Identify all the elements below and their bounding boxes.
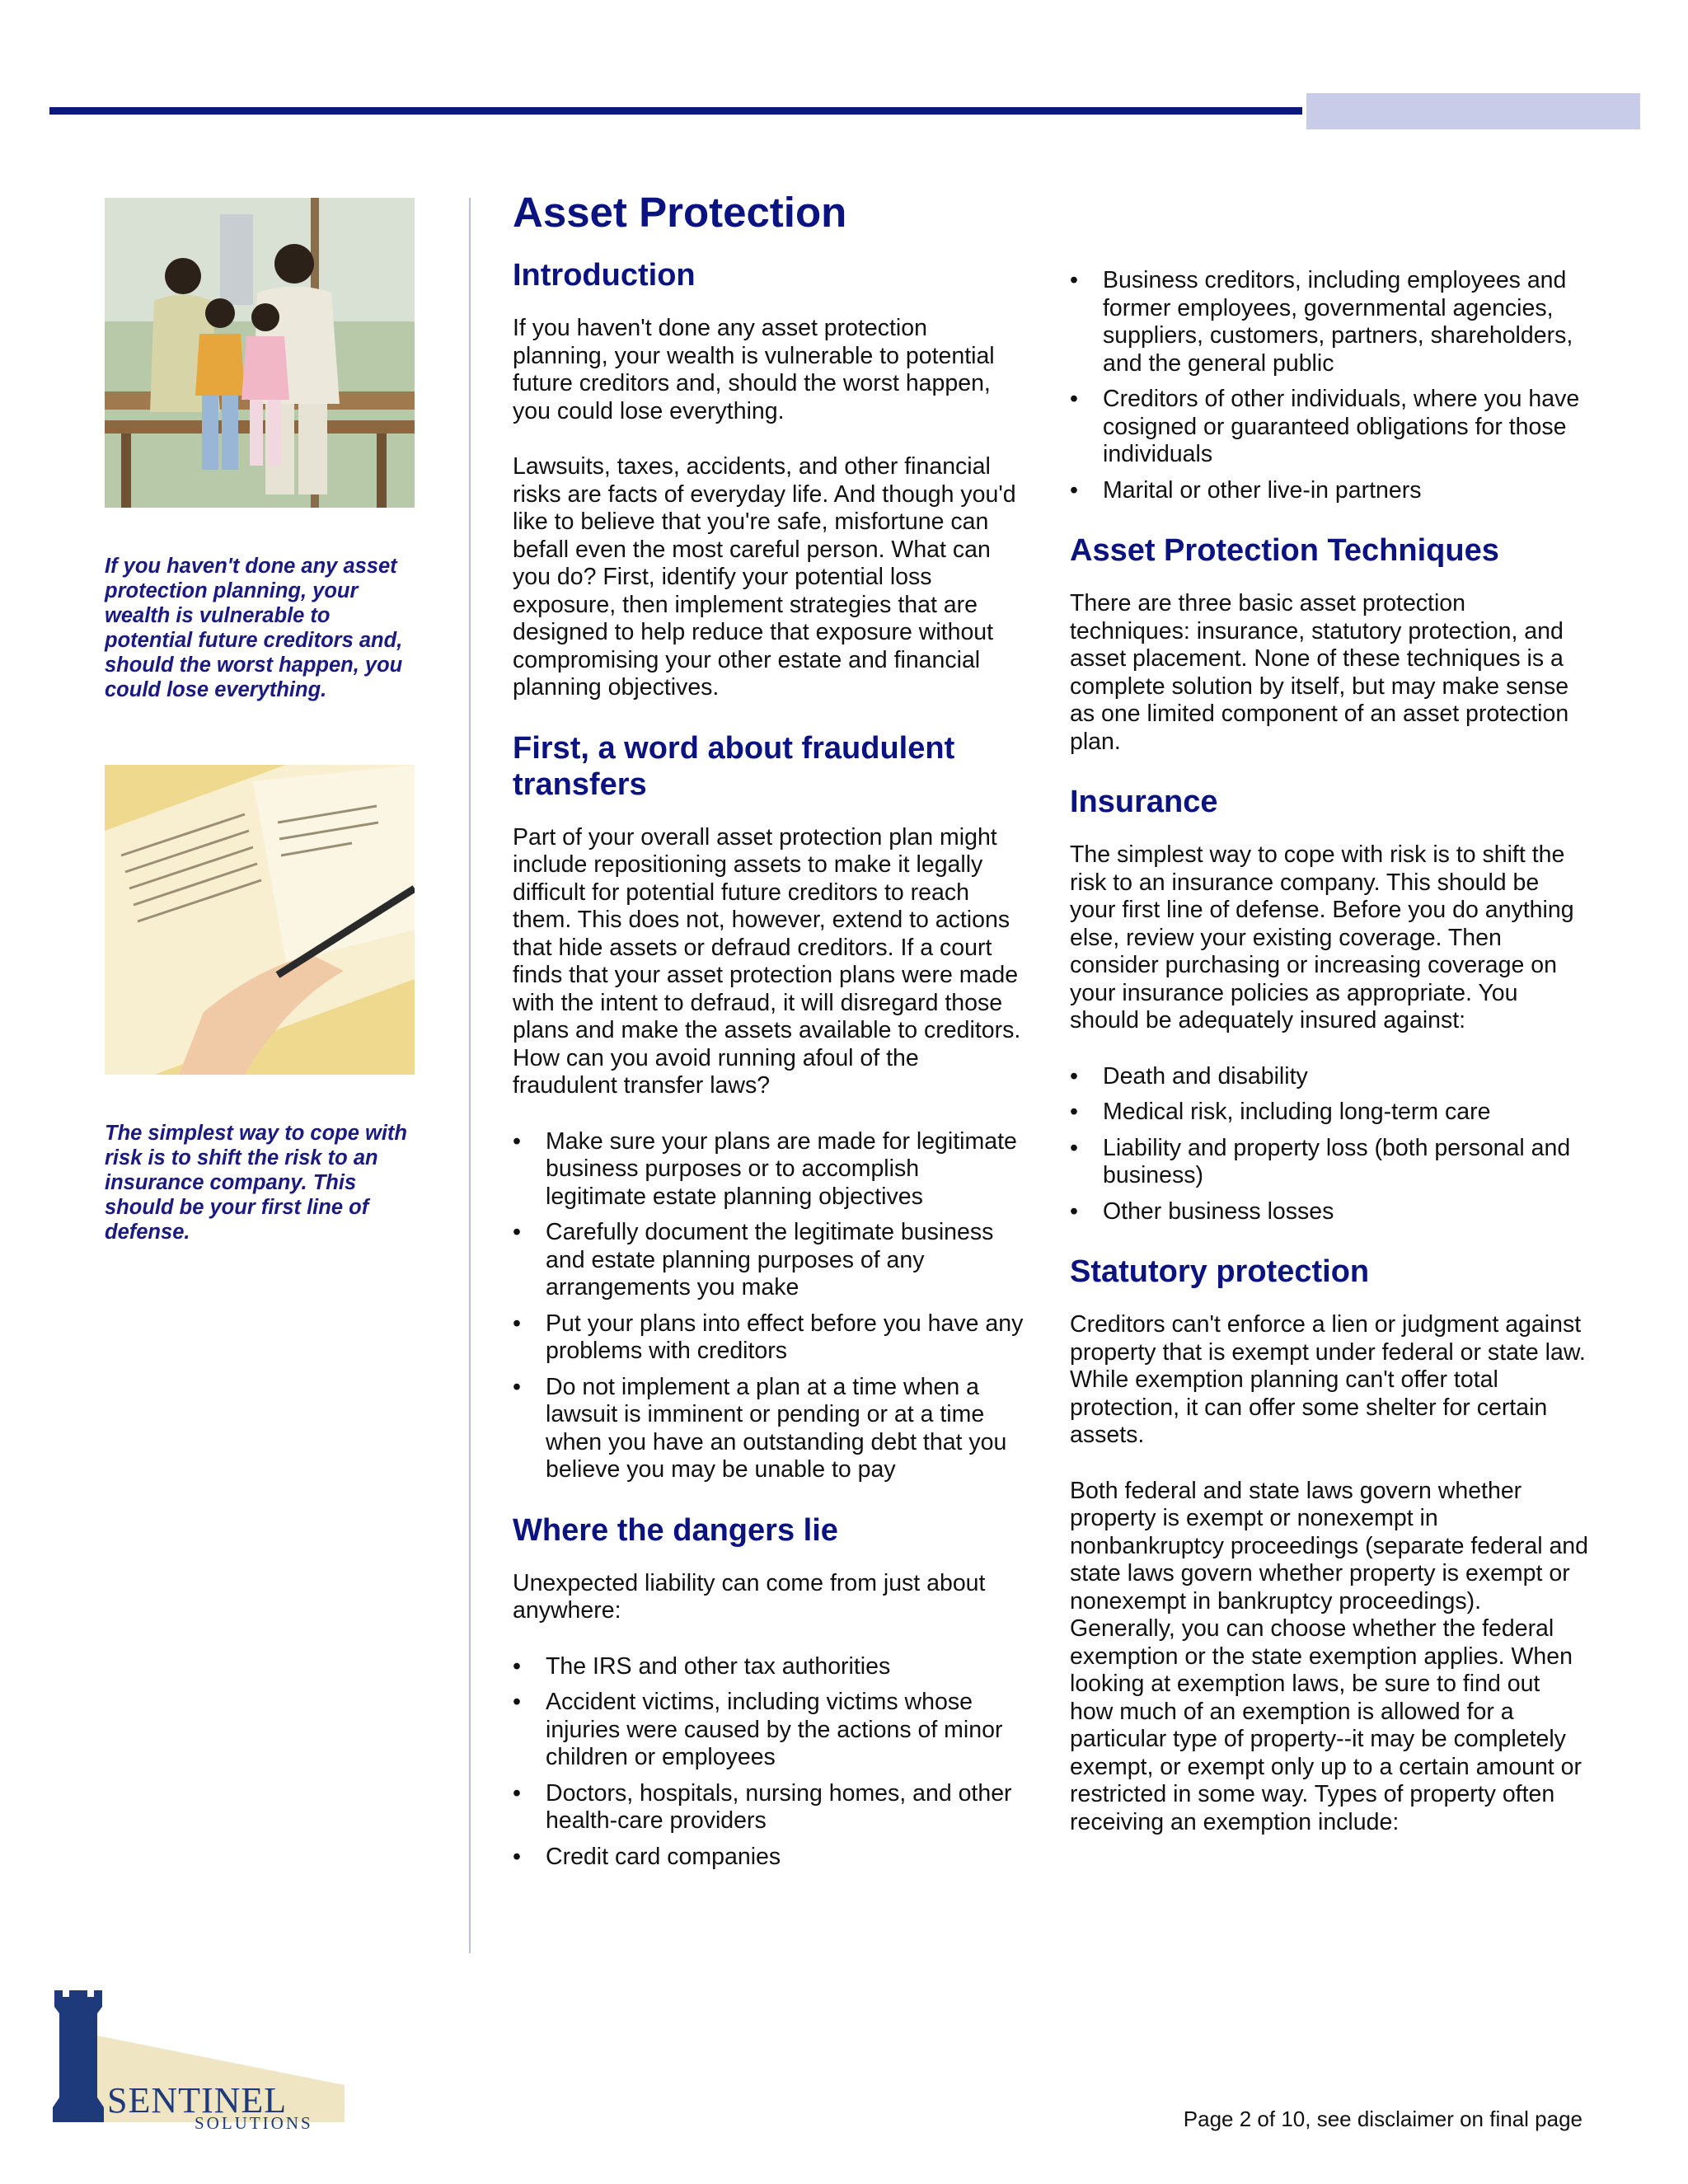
sentinel-logo: [48, 1982, 345, 2130]
list-item: • Other business losses: [1070, 1197, 1334, 1225]
logo-name: SENTINEL: [107, 2080, 288, 2121]
bullet-icon: •: [513, 1373, 521, 1400]
insurance-paragraph: The simplest way to cope with risk is to shift the risk to an insurance company. This should be your first line of defense. Before you do anything else, review your existing coverage. Then consider purchasing or increasing coverage on your insurance policies as appropriate. You should be adequately insured against:: [1070, 841, 1574, 1033]
page-title: Asset Protection: [513, 189, 847, 236]
list-item: • Credit card companies: [513, 1843, 781, 1870]
intro-paragraph-2: Lawsuits, taxes, accidents, and other financial risks are facts of everyday life. And though you'd like to believe that you're safe, misfortune can befall even the most careful person. What can you do? First, identify your potential loss exposure, then implement strategies that are designed to help reduce that exposure without compromising your other estate and financial planning objectives.: [513, 453, 1016, 701]
list-item: • Death and disability: [1070, 1062, 1308, 1090]
list-item: • Creditors of other individuals, where you have cosigned or guaranteed obligations for those individuals: [1070, 386, 1580, 467]
dangers-paragraph: Unexpected liability can come from just about anywhere:: [513, 1569, 986, 1624]
bullet-icon: •: [513, 1652, 521, 1680]
list-item: • Put your plans into effect before you have any problems with creditors: [513, 1310, 1024, 1364]
list-item: • The IRS and other tax authorities: [513, 1652, 891, 1680]
bullet-icon: •: [513, 1779, 521, 1807]
fraud-list: [513, 1128, 1024, 1484]
bullet-icon: •: [1070, 386, 1078, 412]
pull-quote-2: The simplest way to cope with risk is to shift the risk to an insurance company. This should be your first line of defense.: [105, 1122, 407, 1244]
bullet-icon: •: [513, 1219, 521, 1245]
heading-dangers: Where the dangers lie: [513, 1512, 838, 1548]
bullet-icon: •: [1070, 1197, 1078, 1225]
bullet-icon: •: [1070, 476, 1078, 504]
bullet-icon: •: [1070, 1099, 1078, 1125]
list-item: • Doctors, hospitals, nursing homes, and other health-care providers: [513, 1779, 1012, 1834]
dangers-list: [513, 1653, 1024, 1872]
sidebar: [105, 198, 415, 1244]
heading-statutory: Statutory protection: [1070, 1254, 1370, 1289]
header-accent-block: [1306, 93, 1640, 129]
insurance-document-photo-icon: [105, 765, 415, 1075]
intro-paragraph-1: If you haven't done any asset protection planning, your wealth is vulnerable to potential future creditors and, should the worst happen, you could lose everything.: [513, 315, 995, 424]
heading-introduction: Introduction: [513, 258, 696, 293]
insurance-list: [1070, 1063, 1589, 1226]
heading-insurance: Insurance: [1070, 785, 1218, 819]
fraud-paragraph: Part of your overall asset protection plan might include repositioning assets to make it legally difficult for potential future creditors to reach them. This does not, however, extend to actions that hide assets or defraud creditors. If a court finds that your asset protection plans were made with the intent to defraud, it will disregard those plans and make the assets available to creditors. How can you avoid running afoul of the fraudulent transfer laws?: [513, 823, 1021, 1099]
statutory-paragraph-2: Both federal and state laws govern whether property is exempt or nonexempt in nonbankruptcy proceedings (separate federal and state laws govern whether property is exempt or nonexempt in bankruptcy proceedings). Generally, you can choose whether the federal exemption or the state exemption applies. When looking at exemption laws, be sure to find out how much of an exemption is allowed for a particular type of property--it may be completely exempt, or exempt only up to a certain amount or restricted in some way. Types of property often receiving an exemption include:: [1070, 1477, 1589, 1835]
statutory-paragraph-1: Creditors can't enforce a lien or judgment against property that is exempt under federal or state law. While exemption planning can't offer total protection, it can offer some shelter for certain assets.: [1070, 1311, 1586, 1448]
bullet-icon: •: [1070, 1134, 1078, 1161]
list-item: • Carefully document the legitimate business and estate planning purposes of any arrangements you make: [513, 1219, 994, 1301]
list-item: • Medical risk, including long-term care: [1070, 1099, 1491, 1125]
techniques-paragraph: There are three basic asset protection techniques: insurance, statutory protection, and asset placement. None of these techniques is a complete solution by itself, but may make sense as one limited component of an asset protection plan.: [1070, 590, 1569, 755]
main-column-1: [513, 183, 1024, 1899]
list-item: • Do not implement a plan at a time when a lawsuit is imminent or pending or at a time when you have an outstanding debt that you believe you may be unable to pay: [513, 1373, 1007, 1483]
family-photo: [105, 198, 415, 508]
list-item: • Make sure your plans are made for legitimate business purposes or to accomplish legitimate estate planning objectives: [513, 1127, 1017, 1210]
list-item: • Liability and property loss (both personal and business): [1070, 1134, 1571, 1188]
header-rule: [49, 107, 1302, 115]
logo-subtitle: SOLUTIONS: [195, 2113, 313, 2130]
bullet-icon: •: [513, 1843, 521, 1870]
page-footer: Page 2 of 10, see disclaimer on final page: [1183, 2107, 1582, 2131]
bullet-icon: •: [1070, 267, 1078, 293]
list-item: • Marital or other live-in partners: [1070, 476, 1422, 504]
bullet-icon: •: [513, 1127, 521, 1155]
column-divider: [469, 198, 471, 1953]
heading-techniques: Asset Protection Techniques: [1070, 533, 1499, 568]
family-photo-icon: [105, 198, 415, 508]
rook-tower-icon: [48, 1982, 345, 2130]
bullet-icon: •: [513, 1310, 521, 1337]
heading-fraudulent-transfers: First, a word about fraudulent transfers: [513, 730, 955, 802]
list-item: • Business creditors, including employees and former employees, governmental agencies, suppliers, customers, partners, shareholders, and the general public: [1070, 267, 1573, 377]
main-column-2: [1070, 267, 1589, 1864]
bullet-icon: •: [1070, 1062, 1078, 1090]
bullet-icon: •: [513, 1689, 521, 1715]
dangers-list-continued: [1070, 267, 1589, 504]
pull-quote-1: If you haven't done any asset protection planning, your wealth is vulnerable to potential future creditors and, should the worst happen, you could lose everything.: [105, 555, 403, 701]
list-item: • Accident victims, including victims whose injuries were caused by the actions of minor children or employees: [513, 1689, 1003, 1770]
insurance-document-photo: [105, 765, 415, 1075]
